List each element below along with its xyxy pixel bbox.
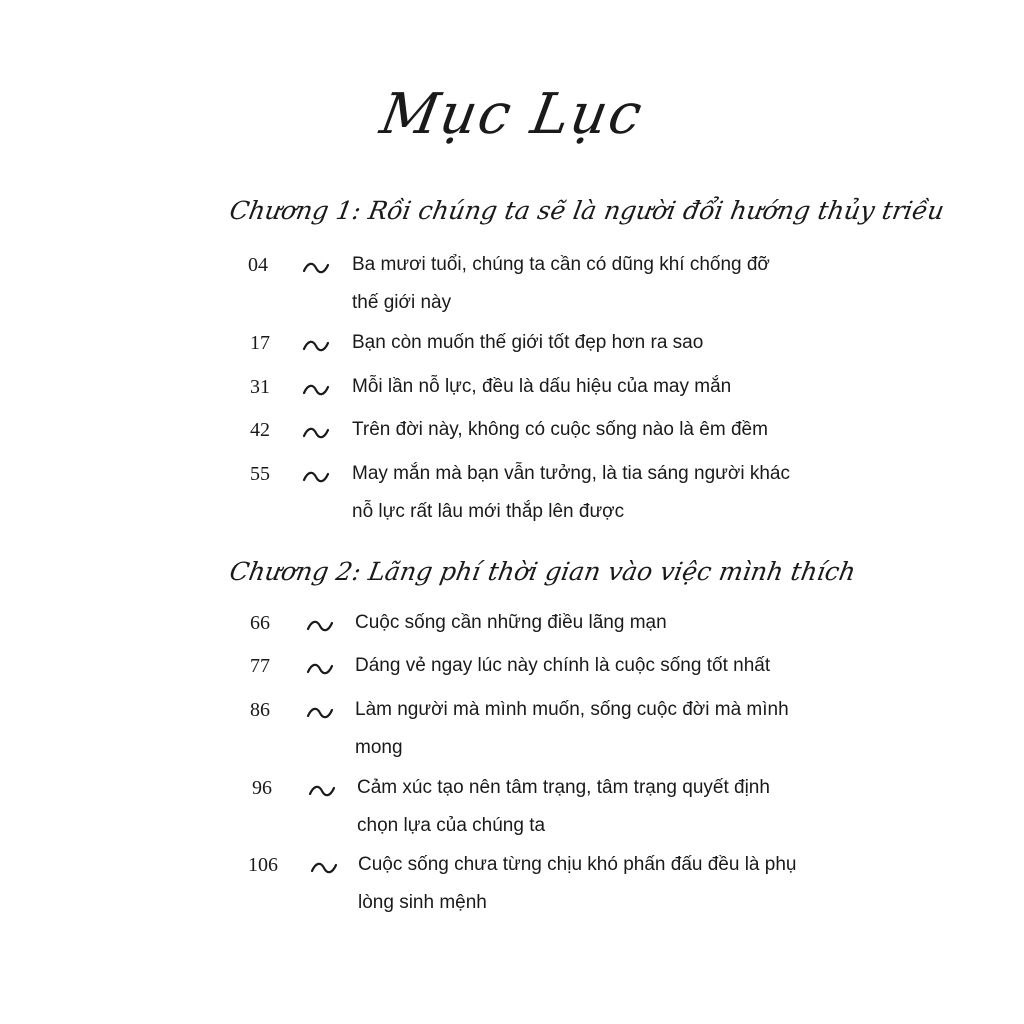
tilde-swash-icon — [308, 783, 336, 799]
entry-title: Cảm xúc tạo nên tâm trạng, tâm trạng quyết định chọn lựa của chúng ta — [357, 777, 770, 836]
page-number: 86 — [250, 699, 270, 721]
chapter-2-heading: Chương 2: Lãng phí thời gian vào việc mình thích — [227, 557, 858, 586]
tilde-swash-icon — [306, 661, 334, 677]
page-number: 106 — [248, 854, 278, 876]
entry-title: Trên đời này, không có cuộc sống nào là êm đềm — [352, 419, 768, 440]
page-number: 77 — [250, 655, 270, 677]
tilde-swash-icon — [302, 469, 330, 485]
tilde-swash-icon — [306, 705, 334, 721]
tilde-swash-icon — [310, 860, 338, 876]
tilde-swash-icon — [302, 338, 330, 354]
page-title: Mục Lục — [375, 82, 649, 147]
tilde-swash-icon — [302, 425, 330, 441]
entry-title: Làm người mà mình muốn, sống cuộc đời mà mình mong — [355, 699, 789, 758]
tilde-swash-icon — [302, 382, 330, 398]
page-number: 04 — [248, 254, 268, 276]
entry-title: Cuộc sống cần những điều lãng mạn — [355, 612, 667, 633]
entry-title: Dáng vẻ ngay lúc này chính là cuộc sống tốt nhất — [355, 655, 771, 676]
entry-title: Bạn còn muốn thế giới tốt đẹp hơn ra sao — [352, 332, 704, 353]
chapter-1-heading: Chương 1: Rồi chúng ta sẽ là người đổi hướng thủy triều — [227, 196, 947, 225]
page-number: 31 — [250, 376, 270, 398]
page-number: 17 — [250, 332, 270, 354]
entry-title: Mỗi lần nỗ lực, đều là dấu hiệu của may mắn — [352, 376, 732, 397]
tilde-swash-icon — [306, 618, 334, 634]
entry-title: May mắn mà bạn vẫn tưởng, là tia sáng người khác nỗ lực rất lâu mới thắp lên được — [352, 463, 790, 522]
entry-title: Cuộc sống chưa từng chịu khó phấn đấu đều là phụ lòng sinh mệnh — [358, 854, 797, 913]
entry-title: Ba mươi tuổi, chúng ta cần có dũng khí chống đỡ thế giới này — [352, 254, 770, 313]
page-number: 55 — [250, 463, 270, 485]
page-number: 96 — [252, 777, 272, 799]
page-number: 42 — [250, 419, 270, 441]
tilde-swash-icon — [302, 260, 330, 276]
page-number: 66 — [250, 612, 270, 634]
